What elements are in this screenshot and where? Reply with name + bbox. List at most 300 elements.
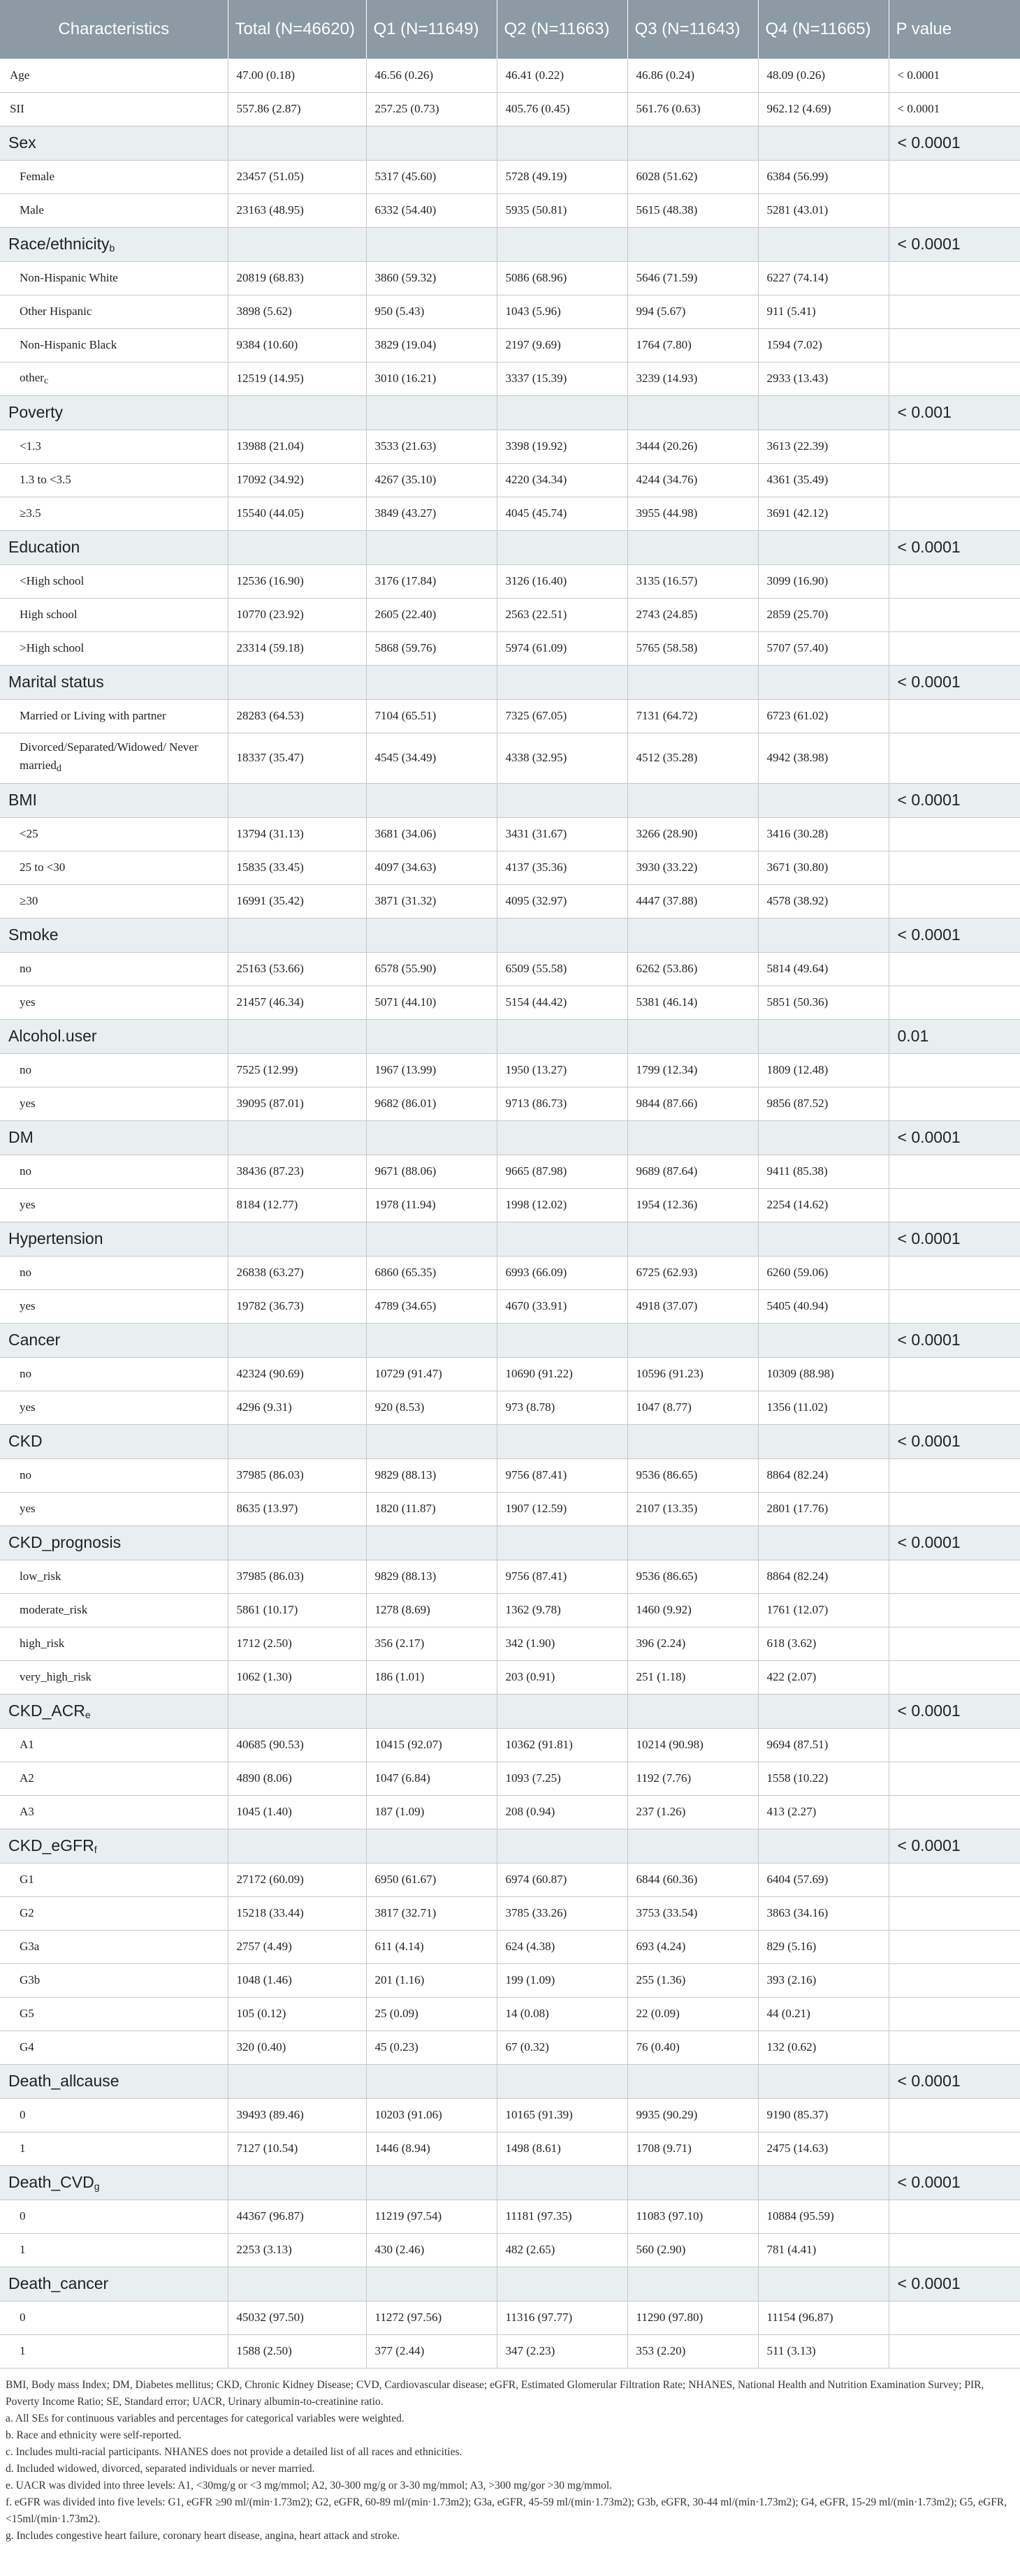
row-label-text: G4 (20, 2040, 34, 2054)
q3-cell: 1764 (7.80) (627, 328, 758, 362)
table-row (0, 1256, 1020, 1289)
p-value-cell (889, 1289, 1020, 1323)
footnote-marker: b (109, 242, 115, 254)
empty-cell (627, 665, 758, 699)
q4-cell: 2475 (14.63) (758, 2132, 889, 2165)
table-row (0, 1762, 1020, 1795)
q2-cell: 2563 (22.51) (497, 598, 627, 631)
row-label-text: SII (10, 102, 24, 115)
total-cell: 44367 (96.87) (228, 2200, 366, 2233)
q4-cell: 3863 (34.16) (758, 1896, 889, 1930)
row-label-text: yes (20, 1097, 36, 1110)
q1-cell: 6332 (54.40) (366, 193, 497, 227)
q2-cell: 3126 (16.40) (497, 564, 627, 598)
q2-cell: 1498 (8.61) (497, 2132, 627, 2165)
total-cell: 37985 (86.03) (228, 1560, 366, 1593)
p-value-cell (889, 598, 1020, 631)
empty-cell (497, 530, 627, 564)
q1-cell: 201 (1.16) (366, 1963, 497, 1997)
header-q2: Q2 (N=11663) (497, 0, 627, 59)
row-label-text: no (20, 1164, 31, 1178)
q2-cell: 6974 (60.87) (497, 1863, 627, 1896)
empty-cell (228, 2064, 366, 2098)
empty-cell (758, 1323, 889, 1357)
empty-cell (627, 1222, 758, 1256)
empty-cell (366, 2267, 497, 2301)
row-label-text: low_risk (20, 1569, 61, 1583)
q4-cell: 44 (0.21) (758, 1997, 889, 2030)
empty-cell (758, 1222, 889, 1256)
empty-cell (758, 665, 889, 699)
table-row (0, 463, 1020, 497)
section-label (0, 665, 228, 699)
q1-cell: 11219 (97.54) (366, 2200, 497, 2233)
p-value-cell: < 0.0001 (889, 1694, 1020, 1728)
q1-cell: 9829 (88.13) (366, 1458, 497, 1492)
empty-cell (758, 126, 889, 160)
p-value-cell: < 0.0001 (889, 1525, 1020, 1560)
row-label-text: no (20, 1367, 31, 1380)
p-value-cell (889, 295, 1020, 328)
row-label-text: 1.3 to <3.5 (20, 473, 71, 486)
section-label (0, 1323, 228, 1357)
p-value-cell (889, 1863, 1020, 1896)
empty-cell (497, 918, 627, 952)
total-cell: 21457 (46.34) (228, 986, 366, 1019)
table-row (0, 733, 1020, 783)
q2-cell: 3785 (33.26) (497, 1896, 627, 1930)
p-value-cell (889, 1795, 1020, 1829)
total-cell: 25163 (53.66) (228, 952, 366, 986)
row-label-text: High school (20, 608, 78, 621)
table-row (0, 1593, 1020, 1627)
empty-cell (627, 918, 758, 952)
q4-cell: 1594 (7.02) (758, 328, 889, 362)
empty-cell (627, 1120, 758, 1155)
q4-cell: 3099 (16.90) (758, 564, 889, 598)
q4-cell: 48.09 (0.26) (758, 59, 889, 92)
p-value-cell: < 0.001 (889, 395, 1020, 430)
q2-cell: 405.76 (0.45) (497, 92, 627, 126)
empty-cell (758, 918, 889, 952)
q1-cell: 6578 (55.90) (366, 952, 497, 986)
q3-cell: 22 (0.09) (627, 1997, 758, 2030)
p-value-cell (889, 1627, 1020, 1660)
p-value-cell (889, 261, 1020, 295)
q1-cell: 25 (0.09) (366, 1997, 497, 2030)
p-value-cell (889, 884, 1020, 918)
q2-cell: 208 (0.94) (497, 1795, 627, 1829)
p-value-cell (889, 430, 1020, 463)
row-label (0, 1930, 228, 1963)
row-label-text: CKD (8, 1432, 43, 1450)
empty-cell (627, 2267, 758, 2301)
row-label-text: Divorced/Separated/Widowed/ Never married (20, 740, 198, 772)
p-value-cell (889, 1728, 1020, 1762)
total-cell: 10770 (23.92) (228, 598, 366, 631)
section-header-row (0, 1694, 1020, 1728)
q2-cell: 4220 (34.34) (497, 463, 627, 497)
table-row (0, 1458, 1020, 1492)
q2-cell: 11316 (97.77) (497, 2301, 627, 2334)
q4-cell: 3613 (22.39) (758, 430, 889, 463)
p-value-cell: < 0.0001 (889, 2165, 1020, 2200)
empty-cell (228, 1323, 366, 1357)
table-row (0, 1492, 1020, 1525)
total-cell: 17092 (34.92) (228, 463, 366, 497)
p-value-cell (889, 1963, 1020, 1997)
empty-cell (228, 1424, 366, 1458)
row-label-text: G5 (20, 2007, 34, 2020)
total-cell: 1588 (2.50) (228, 2334, 366, 2368)
row-label (0, 1762, 228, 1795)
section-header-row (0, 1019, 1020, 1053)
table-row (0, 1560, 1020, 1593)
total-cell: 5861 (10.17) (228, 1593, 366, 1627)
p-value-cell: < 0.0001 (889, 783, 1020, 817)
empty-cell (627, 126, 758, 160)
q4-cell: 9694 (87.51) (758, 1728, 889, 1762)
table-row (0, 1863, 1020, 1896)
empty-cell (758, 783, 889, 817)
row-label-text: no (20, 962, 31, 975)
table-row (0, 193, 1020, 227)
row-label-text: <25 (20, 827, 38, 840)
section-header-row (0, 1829, 1020, 1863)
table-body (0, 59, 1020, 2368)
empty-cell (228, 1694, 366, 1728)
empty-cell (366, 1323, 497, 1357)
q2-cell: 5154 (44.42) (497, 986, 627, 1019)
row-label-text: yes (20, 995, 36, 1009)
empty-cell (627, 395, 758, 430)
p-value-cell (889, 699, 1020, 733)
q2-cell: 1043 (5.96) (497, 295, 627, 328)
header-q4: Q4 (N=11665) (758, 0, 889, 59)
row-label (0, 1627, 228, 1660)
q1-cell: 5317 (45.60) (366, 160, 497, 193)
p-value-cell (889, 1357, 1020, 1391)
table-row (0, 261, 1020, 295)
q3-cell: 5646 (71.59) (627, 261, 758, 295)
empty-cell (366, 1222, 497, 1256)
empty-cell (758, 395, 889, 430)
q1-cell: 2605 (22.40) (366, 598, 497, 631)
total-cell: 7127 (10.54) (228, 2132, 366, 2165)
p-value-cell (889, 160, 1020, 193)
empty-cell (758, 2267, 889, 2301)
q1-cell: 1967 (13.99) (366, 1053, 497, 1087)
q4-cell: 422 (2.07) (758, 1660, 889, 1694)
q2-cell: 5086 (68.96) (497, 261, 627, 295)
q4-cell: 5405 (40.94) (758, 1289, 889, 1323)
table-row (0, 817, 1020, 851)
total-cell: 1048 (1.46) (228, 1963, 366, 1997)
q2-cell: 5935 (50.81) (497, 193, 627, 227)
row-label-text: yes (20, 1299, 36, 1312)
total-cell: 8635 (13.97) (228, 1492, 366, 1525)
total-cell: 23314 (59.18) (228, 631, 366, 665)
section-header-row (0, 1424, 1020, 1458)
row-label-text: DM (8, 1128, 34, 1146)
q1-cell: 356 (2.17) (366, 1627, 497, 1660)
row-label (0, 1997, 228, 2030)
q3-cell: 9935 (90.29) (627, 2098, 758, 2132)
total-cell: 47.00 (0.18) (228, 59, 366, 92)
total-cell: 15218 (33.44) (228, 1896, 366, 1930)
p-value-cell (889, 1997, 1020, 2030)
row-label (0, 295, 228, 328)
row-label (0, 92, 228, 126)
p-value-cell: < 0.0001 (889, 665, 1020, 699)
q2-cell: 4670 (33.91) (497, 1289, 627, 1323)
q1-cell: 1978 (11.94) (366, 1188, 497, 1222)
q1-cell: 1446 (8.94) (366, 2132, 497, 2165)
q2-cell: 7325 (67.05) (497, 699, 627, 733)
row-label (0, 2233, 228, 2267)
q4-cell: 2859 (25.70) (758, 598, 889, 631)
empty-cell (366, 1829, 497, 1863)
empty-cell (366, 1694, 497, 1728)
table-row (0, 1087, 1020, 1120)
q2-cell: 5974 (61.09) (497, 631, 627, 665)
empty-cell (758, 227, 889, 261)
section-header-row (0, 2064, 1020, 2098)
q3-cell: 4512 (35.28) (627, 733, 758, 783)
row-label (0, 1863, 228, 1896)
table-row (0, 851, 1020, 884)
row-label (0, 2334, 228, 2368)
empty-cell (627, 1694, 758, 1728)
footnote: g. Includes congestive heart failure, coronary heart disease, angina, heart attack and stroke. (6, 2529, 400, 2542)
row-label-text: other (20, 370, 44, 384)
p-value-cell (889, 1188, 1020, 1222)
q1-cell: 1047 (6.84) (366, 1762, 497, 1795)
row-label (0, 59, 228, 92)
q1-cell: 5868 (59.76) (366, 631, 497, 665)
section-header-row (0, 1120, 1020, 1155)
table-row (0, 1188, 1020, 1222)
section-header-row (0, 665, 1020, 699)
q2-cell: 4095 (32.97) (497, 884, 627, 918)
q4-cell: 3416 (30.28) (758, 817, 889, 851)
p-value-cell: < 0.0001 (889, 2267, 1020, 2301)
header-characteristics: Characteristics (0, 0, 228, 59)
q3-cell: 9536 (86.65) (627, 1458, 758, 1492)
total-cell: 40685 (90.53) (228, 1728, 366, 1762)
q2-cell: 482 (2.65) (497, 2233, 627, 2267)
q3-cell: 9689 (87.64) (627, 1155, 758, 1188)
empty-cell (228, 665, 366, 699)
table-row (0, 1728, 1020, 1762)
p-value-cell: < 0.0001 (889, 1829, 1020, 1863)
q1-cell: 10203 (91.06) (366, 2098, 497, 2132)
total-cell: 39095 (87.01) (228, 1087, 366, 1120)
section-label (0, 395, 228, 430)
row-label (0, 1357, 228, 1391)
q4-cell: 8864 (82.24) (758, 1560, 889, 1593)
table-row (0, 1660, 1020, 1694)
q1-cell: 3860 (59.32) (366, 261, 497, 295)
empty-cell (758, 1694, 889, 1728)
q1-cell: 3681 (34.06) (366, 817, 497, 851)
row-label-text: G1 (20, 1873, 34, 1886)
q1-cell: 187 (1.09) (366, 1795, 497, 1829)
row-label-text: G2 (20, 1906, 34, 1919)
q2-cell: 67 (0.32) (497, 2030, 627, 2064)
table-row (0, 2233, 1020, 2267)
table-footnotes (0, 2369, 1020, 2545)
q3-cell: 353 (2.20) (627, 2334, 758, 2368)
total-cell: 12536 (16.90) (228, 564, 366, 598)
p-value-cell: < 0.0001 (889, 126, 1020, 160)
section-label (0, 1424, 228, 1458)
footnote: BMI, Body mass Index; DM, Diabetes mellitus; CKD, Chronic Kidney Disease; CVD, Cardiovascular disease; eGFR, Estimated Glomerular Filtration Rate; NHANES, National Health and Nutrition Examination Survey; PIR, Poverty Income Ratio; SE, Standard error; UACR, Urinary albumin-to-creatinine ratio. (6, 2378, 984, 2408)
empty-cell (758, 2064, 889, 2098)
row-label (0, 884, 228, 918)
table-row (0, 2301, 1020, 2334)
empty-cell (497, 1323, 627, 1357)
empty-cell (366, 395, 497, 430)
total-cell: 26838 (63.27) (228, 1256, 366, 1289)
row-label (0, 1087, 228, 1120)
section-label (0, 1829, 228, 1863)
row-label (0, 160, 228, 193)
empty-cell (627, 1829, 758, 1863)
q4-cell: 6404 (57.69) (758, 1863, 889, 1896)
section-label (0, 1120, 228, 1155)
q2-cell: 4137 (35.36) (497, 851, 627, 884)
q4-cell: 5281 (43.01) (758, 193, 889, 227)
total-cell: 23457 (51.05) (228, 160, 366, 193)
row-label (0, 564, 228, 598)
q3-cell: 76 (0.40) (627, 2030, 758, 2064)
q3-cell: 561.76 (0.63) (627, 92, 758, 126)
row-label (0, 362, 228, 395)
row-label (0, 1728, 228, 1762)
q4-cell: 1558 (10.22) (758, 1762, 889, 1795)
q1-cell: 920 (8.53) (366, 1391, 497, 1424)
empty-cell (366, 1525, 497, 1560)
q2-cell: 973 (8.78) (497, 1391, 627, 1424)
q2-cell: 11181 (97.35) (497, 2200, 627, 2233)
header-q1: Q1 (N=11649) (366, 0, 497, 59)
total-cell: 39493 (89.46) (228, 2098, 366, 2132)
empty-cell (758, 2165, 889, 2200)
row-label-text: <1.3 (20, 439, 41, 453)
table-row (0, 1930, 1020, 1963)
empty-cell (366, 918, 497, 952)
section-label (0, 2267, 228, 2301)
q2-cell: 3337 (15.39) (497, 362, 627, 395)
total-cell: 13794 (31.13) (228, 817, 366, 851)
q1-cell: 186 (1.01) (366, 1660, 497, 1694)
empty-cell (497, 1694, 627, 1728)
q2-cell: 46.41 (0.22) (497, 59, 627, 92)
q2-cell: 203 (0.91) (497, 1660, 627, 1694)
total-cell: 9384 (10.60) (228, 328, 366, 362)
p-value-cell: < 0.0001 (889, 227, 1020, 261)
q4-cell: 6723 (61.02) (758, 699, 889, 733)
row-label-text: 0 (20, 2108, 26, 2121)
p-value-cell (889, 1930, 1020, 1963)
q3-cell: 1460 (9.92) (627, 1593, 758, 1627)
q4-cell: 2801 (17.76) (758, 1492, 889, 1525)
total-cell: 37985 (86.03) (228, 1458, 366, 1492)
p-value-cell: < 0.0001 (889, 1323, 1020, 1357)
empty-cell (228, 227, 366, 261)
table-row (0, 1896, 1020, 1930)
q4-cell: 911 (5.41) (758, 295, 889, 328)
row-label-text: Cancer (8, 1331, 61, 1349)
table-row (0, 1289, 1020, 1323)
p-value-cell: < 0.0001 (889, 1120, 1020, 1155)
row-label-text: high_risk (20, 1637, 65, 1650)
empty-cell (627, 530, 758, 564)
p-value-cell (889, 986, 1020, 1019)
q4-cell: 4942 (38.98) (758, 733, 889, 783)
q4-cell: 8864 (82.24) (758, 1458, 889, 1492)
q1-cell: 3829 (19.04) (366, 328, 497, 362)
p-value-cell (889, 2030, 1020, 2064)
p-value-cell (889, 1391, 1020, 1424)
q4-cell: 829 (5.16) (758, 1930, 889, 1963)
empty-cell (497, 783, 627, 817)
footnote-marker: f (94, 1844, 97, 1855)
q3-cell: 9844 (87.66) (627, 1087, 758, 1120)
q1-cell: 6860 (65.35) (366, 1256, 497, 1289)
q3-cell: 9536 (86.65) (627, 1560, 758, 1593)
empty-cell (228, 1525, 366, 1560)
empty-cell (627, 227, 758, 261)
p-value-cell (889, 1560, 1020, 1593)
section-header-row (0, 530, 1020, 564)
q3-cell: 46.86 (0.24) (627, 59, 758, 92)
row-label-text: G3a (20, 1940, 40, 1953)
p-value-cell (889, 1087, 1020, 1120)
row-label-text: yes (20, 1198, 36, 1211)
row-label (0, 1660, 228, 1694)
empty-cell (497, 126, 627, 160)
q4-cell: 4361 (35.49) (758, 463, 889, 497)
q3-cell: 5765 (58.58) (627, 631, 758, 665)
empty-cell (228, 2165, 366, 2200)
table-row (0, 2098, 1020, 2132)
section-label (0, 1222, 228, 1256)
row-label (0, 986, 228, 1019)
row-label-text: Age (10, 68, 30, 82)
q3-cell: 1708 (9.71) (627, 2132, 758, 2165)
p-value-cell (889, 952, 1020, 986)
row-label-text: moderate_risk (20, 1603, 88, 1616)
empty-cell (366, 227, 497, 261)
p-value-cell (889, 1155, 1020, 1188)
q2-cell: 9713 (86.73) (497, 1087, 627, 1120)
row-label-text: Race/ethnicity (8, 235, 110, 253)
p-value-cell (889, 2334, 1020, 2368)
footnote: f. eGFR was divided into five levels: G1, eGFR ≥90 ml/(min·1.73m2); G2, eGFR, 60-89 ml/(min·1.73m2); G3a, eGFR, 45-59 ml/(min·1.73m2); G3b, eGFR, 30-44 ml/(min·1.73m2); G4, eGFR, 15-29 ml/(min·1.73m2); G5, eGFR, <15ml/(min·1.73m2). (6, 2496, 1007, 2525)
table-row (0, 1963, 1020, 1997)
q3-cell: 1047 (8.77) (627, 1391, 758, 1424)
empty-cell (228, 1829, 366, 1863)
footnote-marker: g (94, 2181, 100, 2192)
q2-cell: 1907 (12.59) (497, 1492, 627, 1525)
row-label (0, 1188, 228, 1222)
q3-cell: 396 (2.24) (627, 1627, 758, 1660)
q4-cell: 9856 (87.52) (758, 1087, 889, 1120)
p-value-cell (889, 2098, 1020, 2132)
q3-cell: 3239 (14.93) (627, 362, 758, 395)
